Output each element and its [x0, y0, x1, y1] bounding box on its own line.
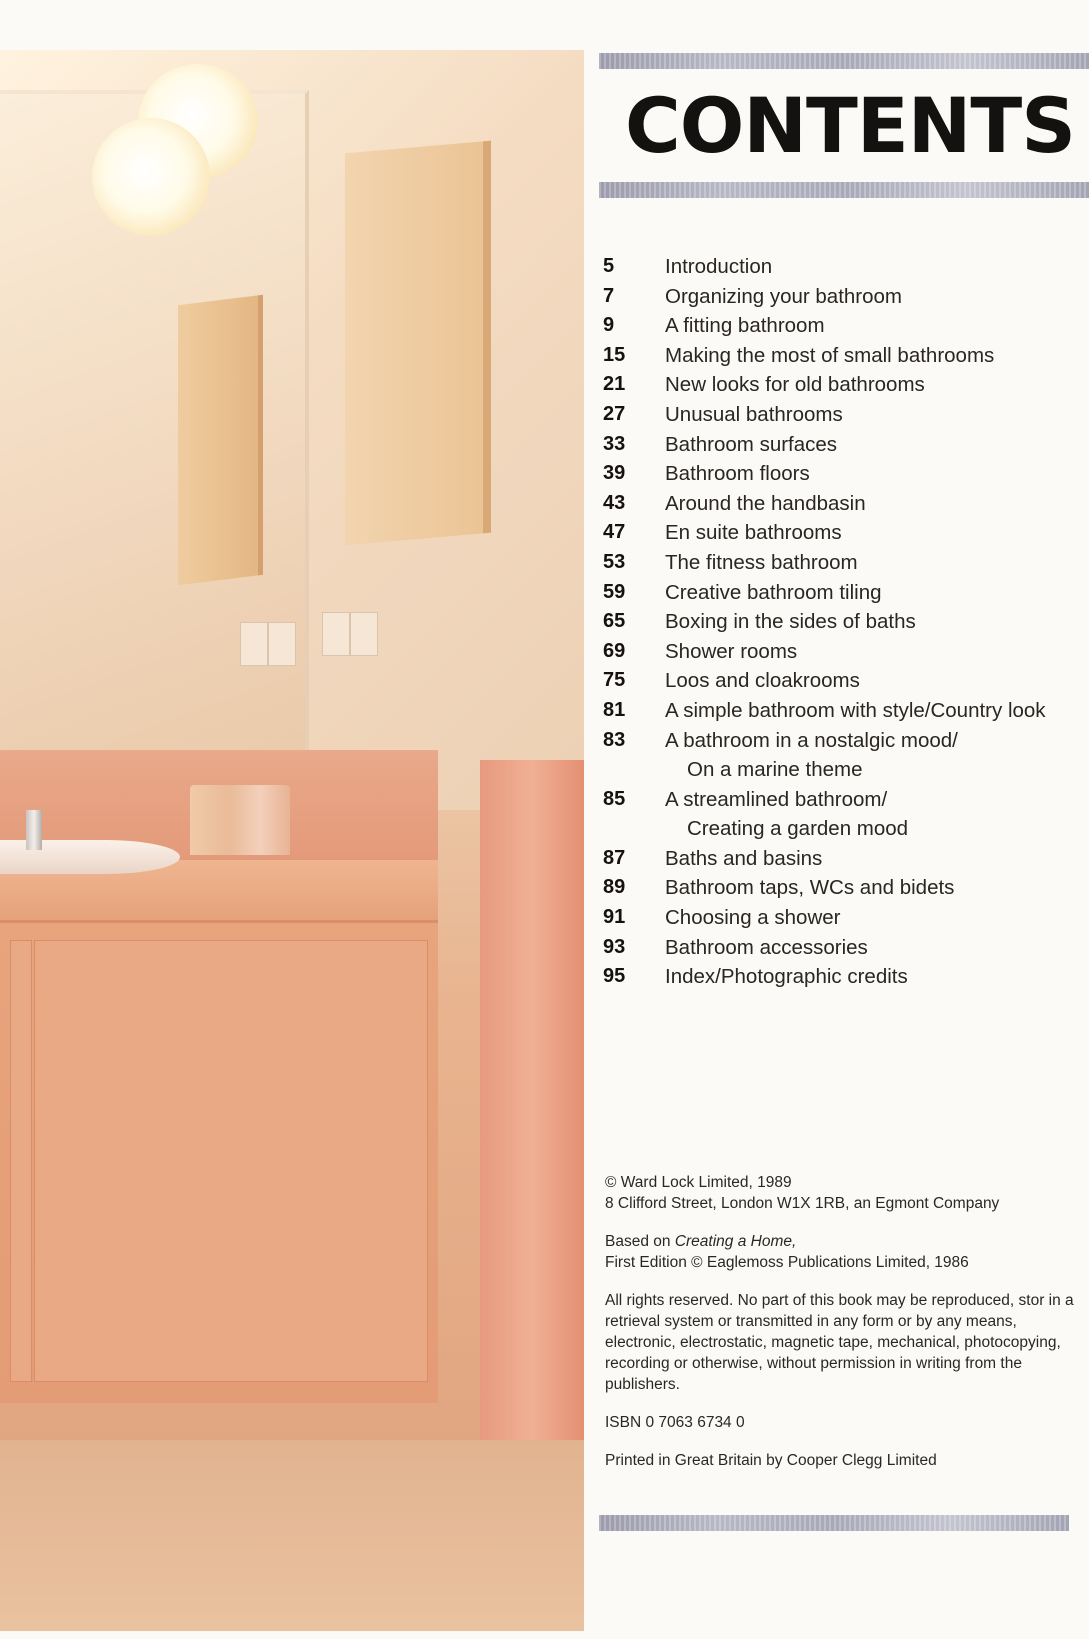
entry-page-number: 69 [603, 639, 626, 662]
contents-entry [603, 933, 1083, 963]
decorative-rule-bottom [599, 1515, 1069, 1531]
photo-tap [26, 810, 42, 850]
photo-cabinet-door [34, 940, 428, 1382]
entry-title: En suite bathrooms [665, 521, 842, 545]
entry-page-number: 59 [603, 580, 626, 603]
contents-list [603, 252, 1083, 992]
photo-light-switch [240, 622, 268, 666]
contents-entry [603, 548, 1083, 578]
rights-notice: All rights reserved. No part of this book may be reproduced, stor in a retrieval system or transmitted in any form or by any means, electronic, electrostatic, magnetic tape, mechanical, photocopying, recording or otherwise, without permission in writing from the publishers. [605, 1292, 1074, 1393]
entry-title: Choosing a shower [665, 906, 841, 930]
isbn-line: ISBN 0 7063 6734 0 [605, 1414, 745, 1431]
contents-entry [603, 370, 1083, 400]
contents-entry [603, 903, 1083, 933]
entry-title: Loos and cloakrooms [665, 669, 860, 693]
entry-title: Bathroom taps, WCs and bidets [665, 876, 955, 900]
first-edition-line: First Edition © Eaglemoss Publications Limited, 1986 [605, 1254, 969, 1271]
contents-entry [603, 459, 1083, 489]
contents-entry [603, 873, 1083, 903]
contents-entry [603, 311, 1083, 341]
printer-line: Printed in Great Britain by Cooper Clegg Limited [605, 1452, 937, 1469]
entry-title: Creative bathroom tiling [665, 580, 882, 604]
entry-title-continued: On a marine theme [687, 758, 863, 782]
entry-page-number: 95 [603, 965, 626, 988]
entry-page-number: 43 [603, 491, 626, 514]
entry-title: Around the handbasin [665, 491, 866, 515]
publisher-address: 8 Clifford Street, London W1X 1RB, an Egmont Company [605, 1195, 1000, 1212]
photo-mirror-reflection-panel [178, 295, 263, 585]
entry-title: Baths and basins [665, 846, 823, 870]
entry-page-number: 89 [603, 876, 626, 899]
copyright-line: © Ward Lock Limited, 1989 [605, 1174, 792, 1191]
contents-entry [603, 282, 1083, 312]
photo-wall-panel [345, 141, 491, 546]
contents-entry [603, 430, 1083, 460]
contents-entry [603, 785, 1083, 844]
contents-entry [603, 341, 1083, 371]
entry-title: A simple bathroom with style/Country look [665, 698, 1046, 722]
entry-title: Bathroom accessories [665, 935, 868, 959]
entry-page-number: 65 [603, 610, 626, 633]
entry-page-number: 33 [603, 432, 626, 455]
entry-title: A fitting bathroom [665, 314, 825, 338]
based-on-title: Creating a Home, [674, 1233, 797, 1250]
entry-title: Making the most of small bathrooms [665, 343, 995, 367]
entry-title: Shower rooms [665, 639, 798, 663]
entry-title: Boxing in the sides of baths [665, 610, 916, 634]
contents-entry [603, 518, 1083, 548]
entry-title: The fitness bathroom [665, 550, 858, 574]
entry-page-number: 91 [603, 906, 626, 929]
contents-entry [603, 637, 1083, 667]
entry-page-number: 81 [603, 698, 626, 721]
entry-page-number: 83 [603, 728, 626, 751]
contents-entry [603, 962, 1083, 992]
contents-entry [603, 844, 1083, 874]
photo-light-switch [268, 622, 296, 666]
entry-page-number: 5 [603, 255, 615, 277]
entry-page-number: 21 [603, 373, 626, 396]
entry-title: Introduction [665, 255, 773, 278]
entry-title: Index/Photographic credits [665, 965, 908, 989]
entry-title: Bathroom floors [665, 462, 810, 486]
imprint-block [605, 1172, 1089, 1471]
entry-page-number: 9 [603, 314, 615, 337]
entry-page-number: 7 [603, 284, 615, 307]
contents-entry [603, 726, 1083, 785]
entry-title-continued: Creating a garden mood [687, 817, 909, 841]
entry-title: Organizing your bathroom [665, 284, 903, 308]
entry-page-number: 15 [603, 343, 626, 366]
based-on-prefix: Based on [605, 1233, 675, 1250]
entry-title: A bathroom in a nostalgic mood/ [665, 728, 958, 752]
photo-light-switch [350, 612, 378, 656]
entry-page-number: 85 [603, 787, 626, 810]
decorative-rule-middle [599, 182, 1089, 198]
entry-page-number: 53 [603, 550, 626, 573]
contents-entry [603, 666, 1083, 696]
page-title: CONTENTS [625, 81, 1075, 170]
entry-title: New looks for old bathrooms [665, 373, 925, 397]
contents-entry [603, 578, 1083, 608]
photo-light-switch [322, 612, 350, 656]
photo-cabinet-door [10, 940, 32, 1382]
contents-entry [603, 400, 1083, 430]
contents-entry [603, 252, 1083, 282]
entry-page-number: 39 [603, 462, 626, 485]
decorative-rule-top [599, 53, 1089, 69]
entry-page-number: 93 [603, 935, 626, 958]
contents-entry [603, 489, 1083, 519]
photo-floor [0, 1440, 584, 1631]
entry-page-number: 47 [603, 521, 626, 544]
entry-title: Unusual bathrooms [665, 402, 843, 426]
bathroom-photo [0, 50, 584, 1631]
contents-entry [603, 696, 1083, 726]
entry-page-number: 87 [603, 846, 626, 869]
entry-page-number: 27 [603, 402, 626, 425]
entry-page-number: 75 [603, 669, 626, 692]
entry-title: Bathroom surfaces [665, 432, 838, 456]
entry-title: A streamlined bathroom/ [665, 787, 888, 811]
based-on-line [605, 1231, 1089, 1252]
photo-toiletry-bottles [190, 785, 290, 855]
contents-entry [603, 607, 1083, 637]
photo-globe-lamp-reflection [92, 118, 210, 236]
